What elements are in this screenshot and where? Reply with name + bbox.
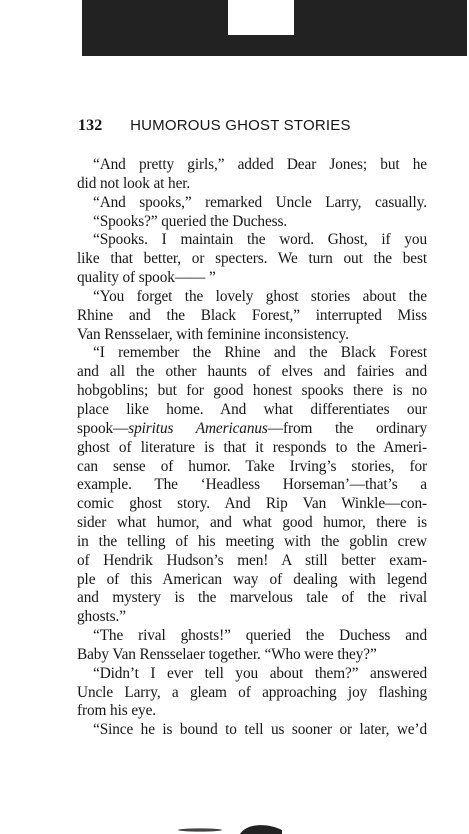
- text-line: quality of spook—— ”: [77, 269, 216, 287]
- text-line: in the telling of his meeting with the goblin crew: [77, 532, 427, 550]
- text-line: [77, 420, 427, 439]
- text-line: Van Rensselaer, with feminine inconsistency.: [77, 325, 349, 343]
- text-line: Rhine and the Black Forest,” interrupted Miss: [77, 306, 427, 324]
- text-line: place like home. And what differentiates our: [77, 400, 427, 418]
- text-line: did not look at her.: [77, 174, 191, 192]
- text-line: ghost of literature is that it responds to the Ameri-: [77, 438, 427, 456]
- text-line: ple of this American way of dealing with legend: [77, 570, 427, 588]
- text-line: comic ghost story. And Rip Van Winkle—con-: [77, 495, 427, 513]
- text-line: “And spooks,” remarked Uncle Larry, casually.: [93, 193, 427, 211]
- text-line: Uncle Larry, a gleam of approaching joy flashing: [77, 683, 427, 701]
- text-line: can sense of humor. Take Irving’s stories, for: [77, 457, 427, 475]
- bottom-ink-smudge: [170, 818, 290, 834]
- text-line: “Spooks?” queried the Duchess.: [93, 212, 288, 230]
- text-line: Baby Van Rensselaer together. “Who were they?”: [77, 645, 377, 663]
- text-line: and mystery is the marvelous tale of the rival: [77, 589, 427, 607]
- text-line: hobgoblins; but for good honest spooks there is no: [77, 382, 427, 400]
- text-line: ghosts.”: [77, 608, 126, 626]
- page-number: 132: [78, 117, 103, 134]
- body-text: [77, 156, 427, 740]
- text-line: of Hendrik Hudson’s men! A still better exam-: [77, 551, 427, 569]
- italic-phrase: spiritus Americanus: [128, 419, 268, 437]
- running-header: [78, 117, 438, 135]
- text-line: from his eye.: [77, 702, 156, 720]
- scan-edge-tab: [0, 0, 469, 58]
- text-segment: —from the ordinary: [267, 419, 428, 437]
- text-line: “I remember the Rhine and the Black Forest: [93, 344, 427, 362]
- text-segment: spook—: [77, 419, 129, 437]
- text-line: “The rival ghosts!” queried the Duchess and: [93, 627, 427, 645]
- scan-notch: [228, 0, 294, 35]
- text-line: and all the other haunts of elves and fairies and: [77, 363, 427, 381]
- text-line: sider what humor, and what good humor, there is: [77, 514, 427, 532]
- text-line: “Since he is bound to tell us sooner or later, we’d: [93, 721, 427, 739]
- text-line: “Spooks. I maintain the word. Ghost, if you: [93, 231, 427, 249]
- text-line: “And pretty girls,” added Dear Jones; but he: [93, 156, 427, 173]
- text-line: like that better, or specters. We turn out the best: [77, 250, 427, 268]
- text-line: “You forget the lovely ghost stories about the: [93, 287, 427, 305]
- text-line: “Didn’t I ever tell you about them?” answered: [93, 664, 427, 682]
- text-line: example. The ‘Headless Horseman’—that’s a: [77, 476, 427, 494]
- running-title: HUMOROUS GHOST STORIES: [130, 117, 351, 134]
